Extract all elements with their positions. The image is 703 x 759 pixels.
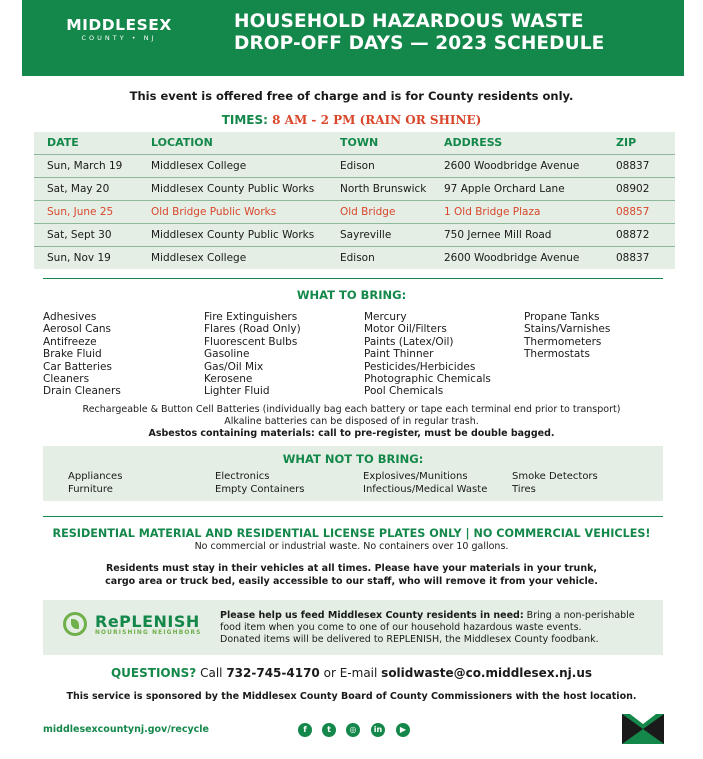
list-item: Furniture	[68, 483, 113, 495]
county-logo	[54, 17, 184, 43]
title-line-2: DROP-OFF DAYS — 2023 SCHEDULE	[234, 33, 605, 54]
logo-name: MIDDLESEX	[66, 16, 172, 34]
times-value: 8 AM - 2 PM (RAIN OR SHINE)	[272, 113, 482, 127]
times-label: TIMES:	[221, 113, 268, 127]
row-town: Sayreville	[340, 229, 392, 241]
table-row	[34, 223, 675, 246]
list-item: Cleaners	[43, 373, 90, 386]
list-item: Infectious/Medical Waste	[363, 483, 488, 495]
bring-column-4	[524, 311, 610, 361]
sponsor-note: This service is sponsored by the Middlesex County Board of County Commissioners with the host location.	[66, 691, 637, 702]
instagram-icon[interactable]: ◎	[346, 723, 360, 737]
row-location: Middlesex County Public Works	[151, 229, 315, 241]
list-item: Flares (Road Only)	[204, 323, 301, 336]
what-not-to-bring-panel	[43, 446, 663, 501]
not-bring-column-1	[68, 471, 122, 496]
alkaline-note: Alkaline batteries can be disposed of in regular trash.	[224, 416, 479, 427]
list-item: Empty Containers	[215, 483, 305, 495]
replenish-text-3: Donated items will be delivered to REPLENISH, the Middlesex County foodbank.	[220, 634, 599, 645]
twitter-icon[interactable]: t	[322, 723, 336, 737]
residential-only-notice: RESIDENTIAL MATERIAL AND RESIDENTIAL LICENSE PLATES ONLY | NO COMMERCIAL VEHICLES!	[52, 527, 651, 540]
row-location: Middlesex College	[151, 252, 247, 264]
list-item: Lighter Fluid	[204, 385, 270, 398]
row-location: Old Bridge Public Works	[151, 206, 277, 218]
phone-number[interactable]: 732-745-4170	[226, 666, 320, 680]
divider	[43, 278, 663, 279]
list-item: Pool Chemicals	[364, 385, 444, 398]
list-item: Thermometers	[524, 335, 602, 348]
replenish-text-1: Bring a non-perishable	[526, 610, 635, 621]
row-zip: 08837	[616, 252, 650, 264]
schedule-table	[34, 132, 675, 269]
replenish-panel	[43, 600, 663, 655]
not-bring-column-3	[363, 471, 487, 496]
row-location: Middlesex County Public Works	[151, 183, 315, 195]
replenish-tagline: NOURISHING NEIGHBORS	[95, 630, 202, 636]
row-location: Middlesex College	[151, 160, 247, 172]
divider	[43, 516, 663, 517]
list-item: Pesticides/Herbicides	[364, 360, 476, 373]
asbestos-note: Asbestos containing materials: call to pre-register, must be double bagged.	[148, 428, 555, 439]
county-mark-icon	[622, 714, 664, 744]
list-item: Motor Oil/Filters	[364, 323, 447, 336]
list-item: Aerosol Cans	[43, 323, 112, 336]
stay-line-1: Residents must stay in their vehicles at all times. Please have your materials in your trunk,	[105, 563, 598, 574]
list-item: Gas/Oil Mix	[204, 360, 264, 373]
or-email-text: or E-mail	[323, 666, 378, 680]
linkedin-icon[interactable]: in	[371, 723, 385, 737]
list-item: Car Batteries	[43, 360, 112, 373]
list-item: Drain Cleaners	[43, 385, 121, 398]
list-item: Electronics	[215, 471, 270, 482]
header-banner	[22, 0, 684, 76]
row-address: 750 Jernee Mill Road	[444, 229, 552, 241]
row-zip: 08872	[616, 229, 650, 241]
bring-column-3	[364, 311, 491, 398]
email-link[interactable]: solidwaste@co.middlesex.nj.us	[381, 666, 593, 680]
youtube-icon[interactable]: ▶	[396, 723, 410, 737]
list-item: Photographic Chemicals	[364, 373, 491, 386]
list-item: Paints (Latex/Oil)	[364, 335, 454, 348]
list-item: Smoke Detectors	[512, 471, 598, 482]
row-address: 97 Apple Orchard Lane	[444, 183, 565, 195]
facebook-icon[interactable]: f	[298, 723, 312, 737]
questions-line	[0, 666, 703, 680]
logo-sub: COUNTY • NJ	[81, 34, 157, 42]
bring-column-2	[204, 311, 301, 398]
stay-in-vehicle-note	[0, 563, 703, 588]
battery-note: Rechargeable & Button Cell Batteries (individually bag each battery or tape each terminal end prior to transport)	[82, 404, 621, 415]
row-zip: 08902	[616, 183, 650, 195]
replenish-name: RePLENISH	[95, 612, 200, 631]
row-town: North Brunswick	[340, 183, 427, 195]
title-line-1: HOUSEHOLD HAZARDOUS WASTE	[234, 11, 584, 32]
table-row	[34, 177, 675, 200]
bring-column-1	[43, 311, 121, 398]
website-link[interactable]: middlesexcountynj.gov/recycle	[43, 724, 209, 735]
row-town: Old Bridge	[340, 206, 396, 218]
stay-line-2: cargo area or truck bed, easily accessible to our staff, who will remove it from your vehicle.	[105, 575, 598, 587]
replenish-leaf-icon	[63, 612, 87, 636]
row-date: Sat, May 20	[47, 183, 110, 195]
table-header-row	[34, 132, 675, 154]
row-address: 2600 Woodbridge Avenue	[444, 252, 580, 264]
header-zip: ZIP	[616, 136, 637, 149]
page-title	[234, 11, 604, 55]
table-row	[34, 246, 675, 269]
list-item: Propane Tanks	[524, 311, 600, 323]
list-item: Mercury	[364, 311, 407, 323]
row-address: 1 Old Bridge Plaza	[444, 206, 541, 218]
header-location: LOCATION	[151, 136, 213, 149]
list-item: Brake Fluid	[43, 348, 102, 361]
row-zip: 08857	[616, 206, 650, 218]
table-row	[34, 154, 675, 177]
row-date: Sun, June 25	[47, 206, 114, 218]
list-item: Kerosene	[204, 373, 253, 386]
what-not-to-bring-title: WHAT NOT TO BRING:	[282, 452, 424, 466]
table-row-highlighted	[34, 200, 675, 223]
header-address: ADDRESS	[444, 136, 503, 149]
header-town: TOWN	[340, 136, 379, 149]
free-of-charge-note: This event is offered free of charge and is for County residents only.	[129, 89, 574, 103]
list-item: Antifreeze	[43, 335, 97, 348]
event-times	[0, 113, 703, 127]
no-commercial-note: No commercial or industrial waste. No containers over 10 gallons.	[194, 541, 509, 552]
questions-label: QUESTIONS?	[110, 666, 197, 680]
list-item: Tires	[512, 483, 536, 495]
replenish-text	[220, 610, 650, 646]
list-item: Thermostats	[524, 348, 590, 361]
header-date: DATE	[47, 136, 79, 149]
list-item: Paint Thinner	[364, 348, 434, 361]
not-bring-column-4	[512, 471, 598, 496]
list-item: Explosives/Munitions	[363, 471, 468, 482]
row-date: Sun, Nov 19	[47, 252, 111, 264]
call-text: Call	[200, 666, 223, 680]
row-town: Edison	[340, 160, 375, 172]
what-to-bring-title: WHAT TO BRING:	[296, 288, 407, 302]
not-bring-column-2	[215, 471, 305, 496]
row-date: Sat, Sept 30	[47, 229, 112, 241]
row-address: 2600 Woodbridge Avenue	[444, 160, 580, 172]
list-item: Stains/Varnishes	[524, 323, 611, 336]
list-item: Fire Extinguishers	[204, 311, 298, 323]
row-date: Sun, March 19	[47, 160, 123, 172]
list-item: Adhesives	[43, 311, 97, 323]
list-item: Gasoline	[204, 348, 250, 361]
list-item: Fluorescent Bulbs	[204, 335, 298, 348]
replenish-text-2: food item when you come to one of our household hazardous waste events.	[220, 622, 582, 633]
row-town: Edison	[340, 252, 375, 264]
list-item: Appliances	[68, 471, 123, 482]
replenish-lead: Please help us feed Middlesex County residents in need:	[220, 610, 524, 621]
row-zip: 08837	[616, 160, 650, 172]
